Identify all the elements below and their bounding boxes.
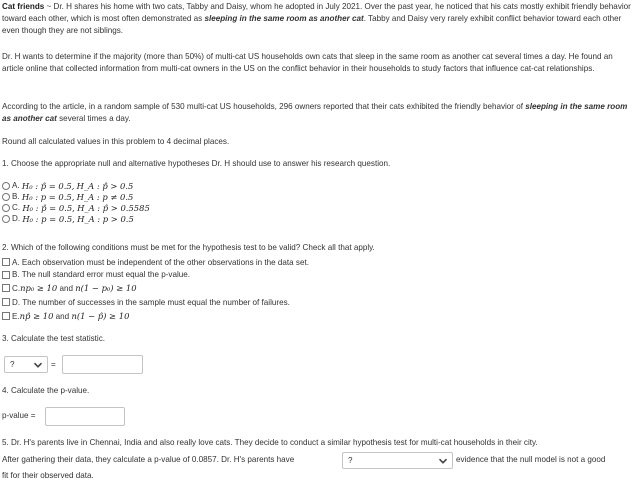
checkbox[interactable] (2, 271, 10, 279)
alt-hypothesis: H_A : p ≠ 0.5 (76, 191, 134, 202)
alt-hypothesis: H_A : p̂ > 0.5 (76, 180, 134, 191)
p-value-label: p-value = (2, 411, 36, 420)
alt-hypothesis: H_A : p > 0.5 (77, 213, 134, 224)
option-letter: D. (12, 214, 21, 223)
intro-paragraph-3 (2, 101, 634, 125)
question-3 (2, 333, 634, 345)
intro-text-3b: several times a day. (56, 114, 131, 124)
q1-option-c[interactable] (2, 202, 634, 213)
option-letter: B. (12, 192, 20, 201)
null-hypothesis: H₀ : p̂ = 0.5, (21, 180, 75, 191)
intro-text-3a: According to the article, in a random sample of 530 multi-cat US households, 296 owners reported that their cats exhibited the friendly behavior of (2, 102, 526, 111)
condition-math-2: n(1 − p₀) ≥ 10 (75, 283, 137, 293)
option-text: B. The null standard error must equal the p-value. (12, 270, 191, 280)
condition-math-2: n(1 − p̂) ≥ 10 (71, 311, 130, 321)
question-1-options (2, 180, 634, 224)
option-letter: E. (12, 311, 20, 321)
null-hypothesis: H₀ : p̂ = 0.5, (22, 202, 75, 213)
question-5 (2, 437, 634, 449)
rounding-text: Round all calculated values in this problem to 4 decimal places. (2, 137, 230, 146)
option-letter: C. (12, 283, 21, 293)
q2-option-d[interactable] (2, 295, 634, 309)
question-5-line-3: fit for their observed data. (2, 471, 94, 480)
question-3-prompt: 3. Calculate the test statistic. (2, 334, 106, 343)
radio-button[interactable] (2, 204, 10, 212)
select-value: ? (348, 456, 353, 465)
option-text: A. Each observation must be independent of the other observations in the data set. (12, 257, 309, 267)
evidence-select[interactable] (342, 452, 453, 469)
checkbox[interactable] (2, 284, 10, 292)
option-text: D. The number of successes in the sample must equal the number of failures. (12, 297, 290, 307)
question-2 (2, 242, 634, 254)
chevron-down-icon (33, 360, 43, 370)
intro-text-2: Dr. H wants to determine if the majority (more than 50%) of multi-cat US households own cats that sleep in the same room as another cat several times a day. He found an article online that collected information from multi-cat owners in the US on the conflict behavior in their households to study factors that influence cat-cat relationships. (2, 52, 613, 74)
checkbox[interactable] (2, 312, 10, 320)
equals-sign: = (51, 360, 56, 369)
and-text: and (57, 283, 76, 293)
rounding-instruction (2, 136, 634, 148)
intro-paragraph-2 (2, 51, 634, 75)
q1-option-b[interactable] (2, 191, 634, 202)
and-text: and (53, 311, 72, 321)
null-hypothesis: H₀ : p = 0.5, (22, 213, 75, 224)
question-2-options (2, 256, 634, 323)
checkbox[interactable] (2, 258, 10, 266)
q1-option-d[interactable] (2, 213, 634, 224)
intro-paragraph-1 (2, 1, 634, 38)
intro-emphasis-1: sleeping in the same room as another cat (204, 14, 364, 24)
option-letter: C. (12, 203, 21, 212)
p-value-input[interactable] (45, 407, 125, 426)
question-5-line-2b: evidence that the null model is not a good (456, 455, 606, 464)
null-hypothesis: H₀ : p = 0.5, (21, 191, 75, 202)
q2-option-b[interactable] (2, 269, 634, 282)
question-4-prompt: 4. Calculate the p-value. (2, 386, 90, 395)
intro-text-1b: . Tabby and Daisy very rarely exhibit conflict behavior toward each other even though they are not siblings. (2, 14, 622, 36)
select-value: ? (10, 360, 15, 369)
radio-button[interactable] (2, 193, 10, 201)
question-1 (2, 158, 634, 170)
checkbox[interactable] (2, 298, 10, 306)
q2-option-e[interactable] (2, 309, 634, 323)
problem-title: Cat friends (2, 2, 45, 11)
question-2-prompt: 2. Which of the following conditions must be met for the hypothesis test to be valid? Check all that apply. (2, 243, 375, 252)
question-5-line-1: 5. Dr. H's parents live in Chennai, India and also really love cats. They decide to conduct a similar hypothesis test for multi-cat households in their city. (2, 438, 538, 447)
condition-math-1: np₀ ≥ 10 (20, 283, 58, 293)
question-4 (2, 385, 634, 397)
intro-emphasis-3: sleeping in the same room as another cat (2, 102, 628, 124)
q1-option-a[interactable] (2, 180, 634, 191)
radio-button[interactable] (2, 182, 10, 190)
question-5-line-2a: After gathering their data, they calculate a p-value of 0.0857. Dr. H's parents have (2, 455, 295, 464)
q2-option-c[interactable] (2, 281, 634, 295)
question-1-prompt: 1. Choose the appropriate null and alternative hypotheses Dr. H should use to answer his research question. (2, 159, 391, 168)
test-statistic-input[interactable] (62, 355, 143, 374)
q2-option-a[interactable] (2, 256, 634, 269)
test-statistic-select[interactable] (4, 356, 48, 373)
chevron-down-icon (438, 456, 448, 466)
radio-button[interactable] (2, 215, 10, 223)
option-letter: A. (12, 181, 20, 190)
condition-math-1: np̂ ≥ 10 (19, 311, 54, 321)
intro-text-1a: ~ Dr. H shares his home with two cats, Tabby and Daisy, whom he adopted in July 2021. Over the past year, he noticed that his cats mostly exhibit friendly behavior toward each other, which is most often demonstrated as (2, 2, 631, 24)
alt-hypothesis: H_A : p̂ > 0.5585 (77, 202, 150, 213)
